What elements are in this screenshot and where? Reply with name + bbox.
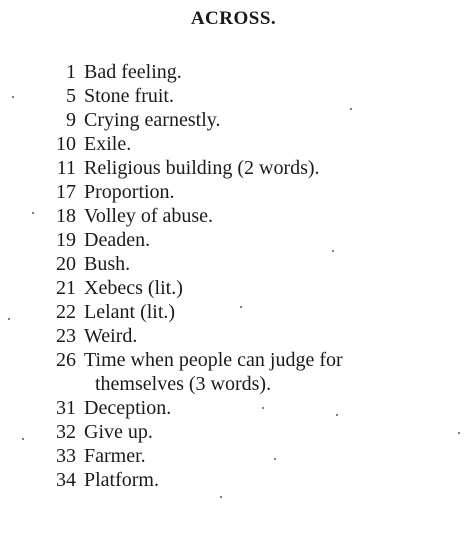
print-speck xyxy=(262,407,264,409)
clue-text: Give up. xyxy=(84,421,153,443)
clue-text: Stone fruit. xyxy=(84,85,174,107)
clue-number: 32 xyxy=(56,421,76,443)
clue-item xyxy=(0,60,467,84)
clue-text: Platform. xyxy=(84,469,159,491)
print-speck xyxy=(8,318,10,320)
clue-item xyxy=(0,132,467,156)
print-speck xyxy=(336,414,338,416)
print-speck xyxy=(32,212,34,214)
clue-item xyxy=(0,396,467,420)
clue-number: 11 xyxy=(56,157,76,179)
clue-item xyxy=(0,444,467,468)
clue-item xyxy=(0,252,467,276)
clue-text: Time when people can judge for xyxy=(84,349,343,371)
clue-text: Proportion. xyxy=(84,181,175,203)
clue-number: 20 xyxy=(56,253,76,275)
clue-text: Farmer. xyxy=(84,445,146,467)
clue-text: Lelant (lit.) xyxy=(84,301,176,323)
clue-item xyxy=(0,108,467,132)
clue-text: Deception. xyxy=(84,397,172,419)
print-speck xyxy=(220,496,222,498)
clue-number: 21 xyxy=(56,277,76,299)
clue-item xyxy=(0,300,467,324)
clue-item xyxy=(0,324,467,348)
print-speck xyxy=(458,432,460,434)
print-speck xyxy=(350,108,352,110)
clue-item xyxy=(0,204,467,228)
section-heading: ACROSS. xyxy=(190,8,277,29)
clue-item xyxy=(0,420,467,444)
clue-text: Weird. xyxy=(84,325,138,347)
clue-text: Exile. xyxy=(84,133,132,155)
clue-number: 1 xyxy=(66,61,76,83)
clue-item xyxy=(0,348,467,396)
clue-item xyxy=(0,228,467,252)
clue-number: 5 xyxy=(66,85,76,107)
clue-number: 10 xyxy=(56,133,76,155)
clue-item xyxy=(0,156,467,180)
clue-item xyxy=(0,276,467,300)
clue-number: 17 xyxy=(56,181,76,203)
clue-number: 26 xyxy=(56,349,76,371)
print-speck xyxy=(274,458,276,460)
clue-number: 34 xyxy=(56,469,76,491)
clue-number: 33 xyxy=(56,445,76,467)
clue-text: Bad feeling. xyxy=(84,61,182,83)
clue-number: 9 xyxy=(66,109,76,131)
clue-number: 23 xyxy=(56,325,76,347)
clue-text: Xebecs (lit.) xyxy=(84,277,183,299)
print-speck xyxy=(12,96,14,98)
clue-text: Religious building (2 words). xyxy=(84,157,320,179)
clue-text: Deaden. xyxy=(84,229,151,251)
print-speck xyxy=(332,250,334,252)
clue-number: 18 xyxy=(56,205,76,227)
print-speck xyxy=(240,306,242,308)
clue-text: Volley of abuse. xyxy=(84,205,214,227)
clue-number: 22 xyxy=(56,301,76,323)
clue-item xyxy=(0,180,467,204)
print-speck xyxy=(22,438,24,440)
clue-text: Bush. xyxy=(84,253,131,275)
across-clue-list xyxy=(0,60,467,492)
clue-number: 19 xyxy=(56,229,76,251)
clue-text-continuation: themselves (3 words). xyxy=(95,373,272,395)
clue-item xyxy=(0,468,467,492)
clue-text: Crying earnestly. xyxy=(84,109,221,131)
clue-item xyxy=(0,84,467,108)
clue-number: 31 xyxy=(56,397,76,419)
